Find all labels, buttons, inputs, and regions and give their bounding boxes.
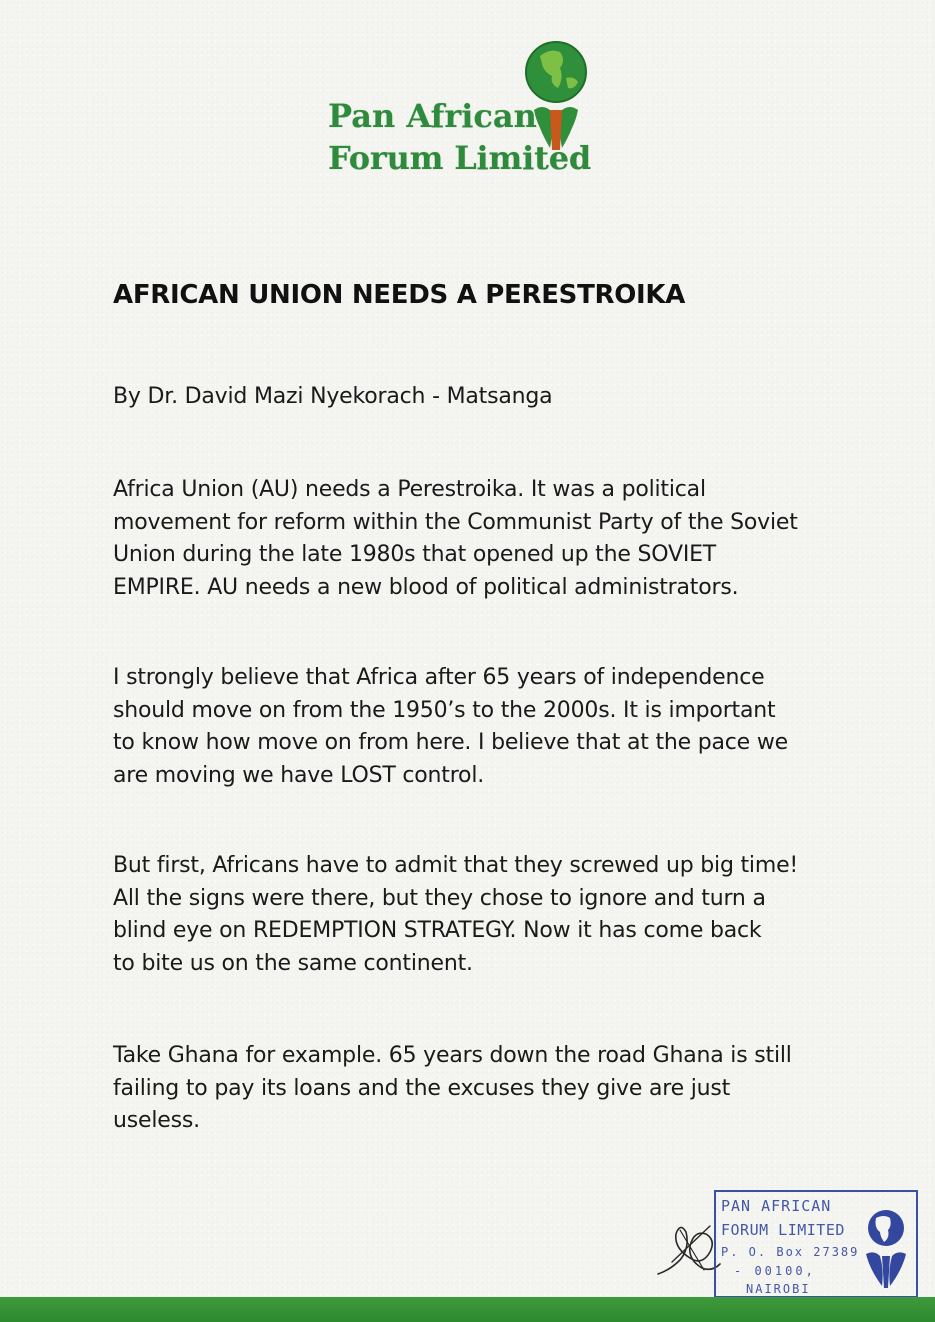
paragraph-line: should move on from the 1950’s to the 2000s. It is important (113, 697, 776, 723)
author-byline: By Dr. David Mazi Nyekorach - Matsanga (113, 384, 553, 409)
stamp-line: PAN AFRICAN (721, 1197, 832, 1215)
paragraph-line: are moving we have LOST control. (113, 763, 485, 789)
paragraph-1 (113, 474, 798, 605)
footer-bar (0, 1297, 935, 1322)
paragraph-line: I strongly believe that Africa after 65 years of independence (113, 665, 765, 690)
logo-text-line1: Pan African (328, 97, 537, 135)
document-title: AFRICAN UNION NEEDS A PERESTROIKA (113, 280, 686, 310)
paragraph-line: All the signs were there, but they chose to ignore and turn a (113, 885, 766, 911)
paragraph-line: Africa Union (AU) needs a Perestroika. It was a political (113, 477, 706, 502)
paragraph-4 (113, 1040, 792, 1138)
logo-text-line2: Forum Limited (328, 139, 592, 177)
paragraph-line: useless. (113, 1108, 200, 1134)
paragraph-line: Take Ghana for example. 65 years down the road Ghana is still (113, 1043, 792, 1068)
stamp-line: FORUM LIMITED (721, 1221, 845, 1239)
stamp-line: P. O. Box 27389 (721, 1245, 860, 1259)
paragraph-line: Union during the late 1980s that opened up the SOVIET (113, 542, 717, 568)
globe-torch-icon (858, 1206, 914, 1290)
paragraph-line: to know how move on from here. I believe that at the pace we (113, 730, 788, 756)
paragraph-line: EMPIRE. AU needs a new blood of political administrators. (113, 575, 739, 601)
paragraph-2 (113, 662, 788, 793)
stamp-line: - 00100, (734, 1264, 816, 1278)
paragraph-line: to bite us on the same continent. (113, 951, 473, 977)
stamp-line: NAIROBI (746, 1282, 811, 1296)
paragraph-3 (113, 850, 798, 981)
company-stamp (714, 1190, 918, 1298)
paragraph-line: movement for reform within the Communist Party of the Soviet (113, 509, 798, 535)
paragraph-line: failing to pay its loans and the excuses they give are just (113, 1075, 731, 1101)
paragraph-line: But first, Africans have to admit that they screwed up big time! (113, 853, 799, 878)
paragraph-line: blind eye on REDEMPTION STRATEGY. Now it has come back (113, 918, 762, 944)
company-logo (322, 38, 612, 183)
